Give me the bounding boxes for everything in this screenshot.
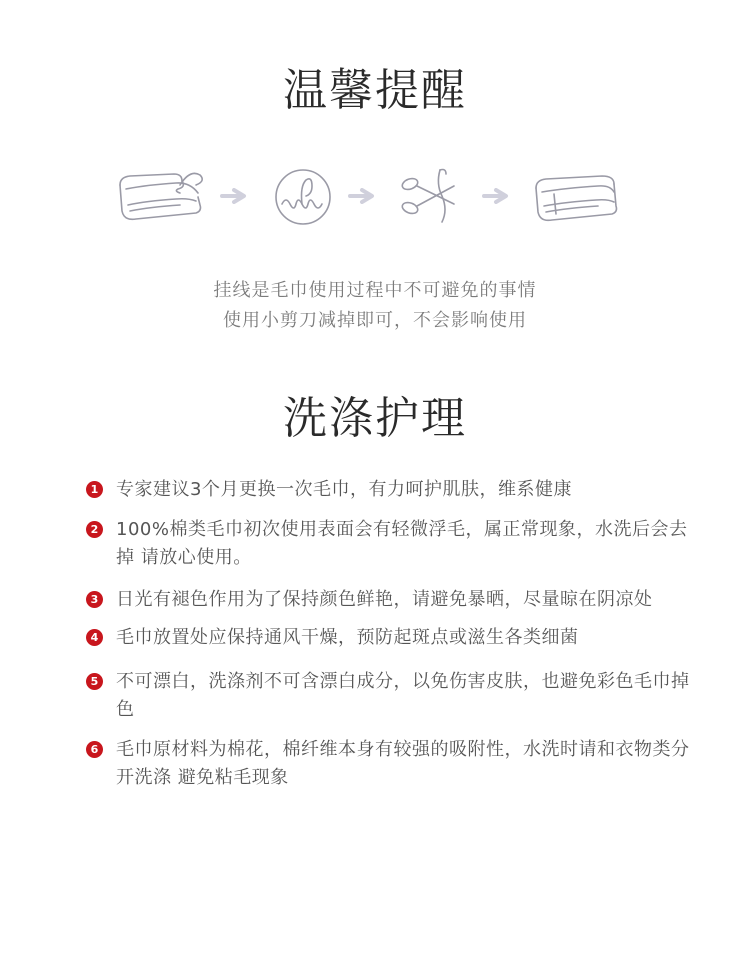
scissors-icon xyxy=(396,164,460,224)
care-item xyxy=(86,624,696,652)
care-item-text: 不可漂白，洗涤剂不可含漂白成分，以免伤害皮肤，也避免彩色毛巾掉色 xyxy=(116,671,690,720)
arrow-icon xyxy=(348,188,378,204)
care-item xyxy=(86,668,696,724)
care-item-text: 毛巾放置处应保持通风干燥，预防起斑点或滋生各类细菌 xyxy=(116,627,579,648)
care-item xyxy=(86,736,696,792)
care-item-text: 毛巾原材料为棉花，棉纤维本身有较强的吸附性，水洗时请和衣物类分开洗涤 避免粘毛现象 xyxy=(116,739,690,788)
care-title: 洗涤护理 xyxy=(283,393,467,444)
reminder-text-line2: 使用小剪刀减掉即可，不会影响使用 xyxy=(223,310,527,331)
loop-thread-icon xyxy=(272,166,334,228)
number-badge: 2 xyxy=(86,521,103,538)
arrow-icon xyxy=(482,188,512,204)
care-item-text: 专家建议3个月更换一次毛巾，有力呵护肌肤，维系健康 xyxy=(116,479,572,500)
reminder-steps xyxy=(110,160,630,235)
care-item xyxy=(86,586,696,614)
arrow-icon xyxy=(220,188,250,204)
towel-icon xyxy=(116,165,211,225)
number-badge: 6 xyxy=(86,741,103,758)
number-badge: 4 xyxy=(86,629,103,646)
care-item-text: 日光有褪色作用为了保持颜色鲜艳，请避免暴晒，尽量晾在阴凉处 xyxy=(116,589,653,610)
folded-towel-icon xyxy=(532,168,624,226)
number-badge: 3 xyxy=(86,591,103,608)
care-item xyxy=(86,516,696,572)
care-item-text: 100%棉类毛巾初次使用表面会有轻微浮毛，属正常现象，水洗后会去掉 请放心使用。 xyxy=(116,519,688,568)
number-badge: 5 xyxy=(86,673,103,690)
reminder-text-line1: 挂线是毛巾使用过程中不可避免的事情 xyxy=(213,280,537,301)
care-item xyxy=(86,476,696,504)
number-badge: 1 xyxy=(86,481,103,498)
reminder-title: 温馨提醒 xyxy=(283,65,467,116)
